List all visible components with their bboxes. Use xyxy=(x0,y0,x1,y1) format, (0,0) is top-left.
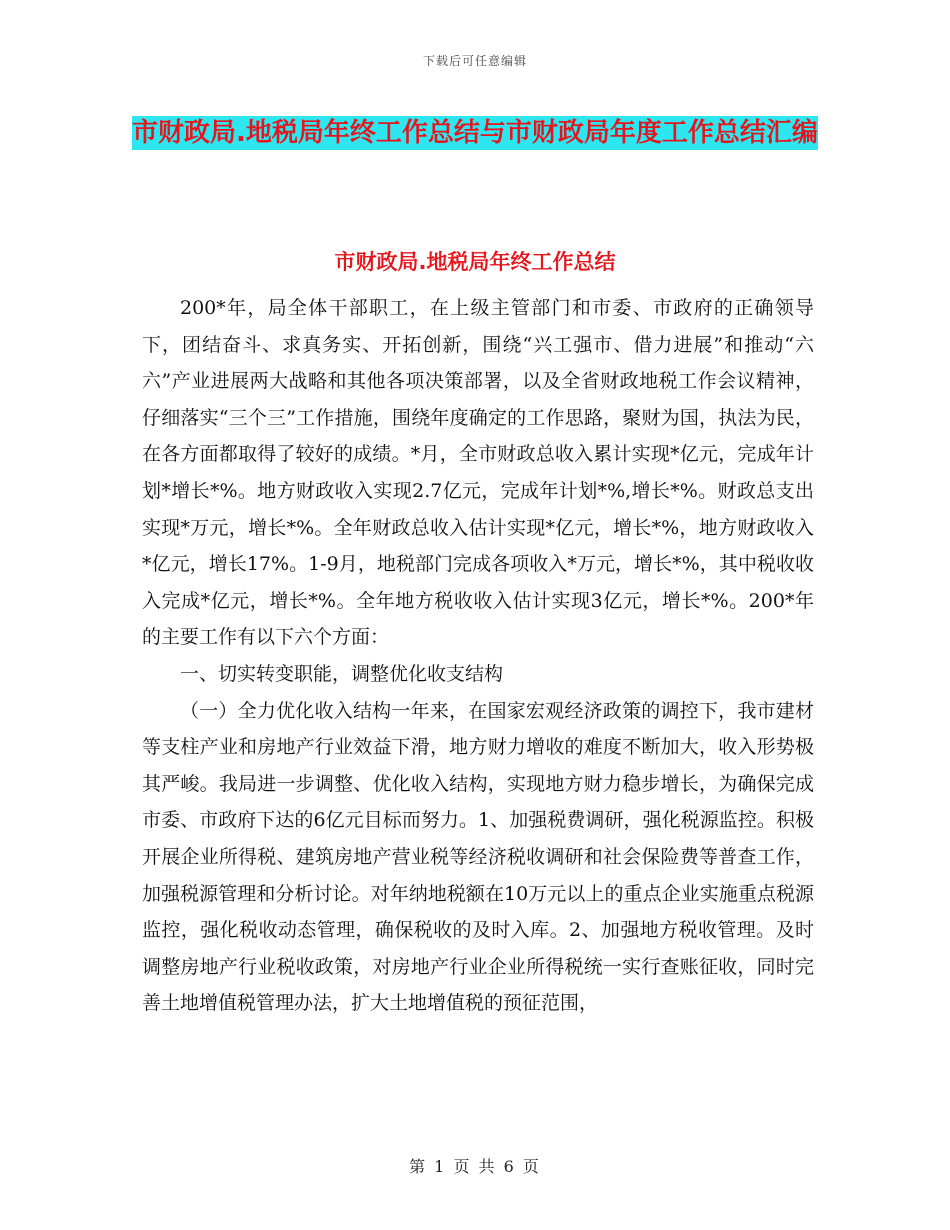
paragraph: 200*年，局全体干部职工，在上级主管部门和市委、市政府的正确领导下，团结奋斗、求真务实、开拓创新，围绕“兴工强市、借力进展”和推动“六六”产业进展两大战略和其他各项决策部署，以及全省财政地税工作会议精神，仔细落实“三个三”工作措施，围绕年度确定的工作思路，聚财为国，执法为民，在各方面都取得了较好的成绩。*月，全市财政总收入累计实现*亿元，完成年计划*增长*%。地方财政收入实现2.7亿元，完成年计划*%,增长*%。财政总支出实现*万元，增长*%。全年财政总收入估计实现*亿元，增长*%，地方财政收入*亿元，增长17%。1-9月，地税部门完成各项收入*万元，增长*%，其中税收收入完成*亿元，增长*%。全年地方税收收入估计实现3亿元，增长*%。200*年的主要工作有以下六个方面： xyxy=(142,297,814,649)
paragraph: 一、切实转变职能，调整优化收支结构 xyxy=(180,662,504,685)
section-title: 市财政局.地税局年终工作总结 xyxy=(334,250,616,274)
page-number: 第 1 页 共 6 页 xyxy=(409,1157,541,1176)
document-title-text: 市财政局.地税局年终工作总结与市财政局年度工作总结汇编 xyxy=(132,118,818,148)
paragraph: （一）全力优化收入结构一年来，在国家宏观经济政策的调控下，我市建材等支柱产业和房地产行业效益下滑，地方财力增收的难度不断加大，收入形势极其严峻。我局进一步调整、优化收入结构，实现地方财力稳步增长，为确保完成市委、市政府下达的6亿元目标而努力。1、加强税费调研，强化税源监控。积极开展企业所得税、建筑房地产营业税等经济税收调研和社会保险费等普查工作，加强税源管理和分析讨论。对年纳地税额在10万元以上的重点企业实施重点税源监控，强化税收动态管理，确保税收的及时入库。2、加强地方税收管理。及时调整房地产行业税收政策，对房地产行业企业所得税统一实行查账征收，同时完善土地增值税管理办法，扩大土地增值税的预征范围， xyxy=(142,699,814,1015)
document-title xyxy=(120,108,830,158)
header-note: 下载后可任意编辑 xyxy=(422,54,527,68)
body-text xyxy=(142,290,814,1022)
